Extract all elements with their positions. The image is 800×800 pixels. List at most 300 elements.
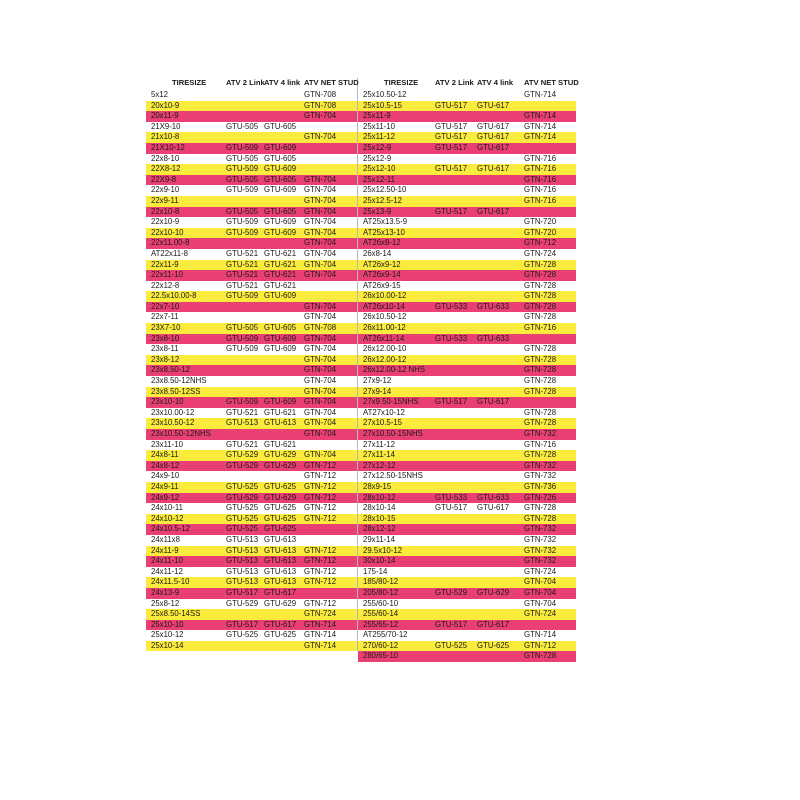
tire-size-cell: 26x12.00-12 NHS xyxy=(363,365,425,375)
table-row xyxy=(358,641,576,652)
tire-size-cell: 22x11-9 xyxy=(151,259,179,269)
table-row xyxy=(358,101,576,112)
header-tiresize: TIRESIZE xyxy=(384,78,419,87)
tire-size-cell: 25x10-12 xyxy=(151,630,184,640)
tire-size-cell: 23x8.50-12SS xyxy=(151,386,201,396)
table-row xyxy=(358,249,576,260)
atv4link-cell: GTU-621 xyxy=(264,270,297,280)
table-row xyxy=(146,143,357,154)
net-stud-cell: GTN-728 xyxy=(524,344,557,354)
net-stud-cell: GTN-704 xyxy=(304,195,337,205)
atv2link-cell: GTU-521 xyxy=(226,270,259,280)
tire-size-cell: 270/60-12 xyxy=(363,640,399,650)
net-stud-cell: GTN-714 xyxy=(524,111,557,121)
tire-size-cell: 23x10.50-12NHS xyxy=(151,429,211,438)
table-row xyxy=(358,493,576,504)
atv4link-cell: GTU-625 xyxy=(264,513,297,523)
net-stud-cell: GTN-714 xyxy=(524,630,557,640)
tire-size-cell: 26x12.00-10 xyxy=(363,344,407,354)
net-stud-cell: GTN-704 xyxy=(304,227,337,237)
table-row xyxy=(358,196,576,207)
atv2link-cell: GTU-521 xyxy=(226,259,259,269)
net-stud-cell: GTN-732 xyxy=(524,460,557,470)
tire-size-cell: 24x11-10 xyxy=(151,556,183,566)
table-row xyxy=(146,355,357,366)
tire-size-cell: 22X9-8 xyxy=(151,174,177,184)
net-stud-cell: GTN-704 xyxy=(304,450,337,460)
net-stud-cell: GTN-712 xyxy=(304,598,337,608)
atv4link-cell: GTU-605 xyxy=(264,323,297,333)
table-row xyxy=(146,217,357,228)
atv4link-cell: GTU-617 xyxy=(477,100,510,110)
tire-size-cell: AT26x11-14 xyxy=(363,333,405,343)
table-row xyxy=(146,397,357,408)
right-header-row xyxy=(358,78,579,90)
tire-size-cell: 5x12 xyxy=(151,90,168,99)
atv2link-cell: GTU-513 xyxy=(226,577,259,587)
atv4link-cell: GTU-633 xyxy=(477,333,510,343)
tire-size-cell: AT27x10-12 xyxy=(363,407,405,417)
tire-size-cell: 21x10-8 xyxy=(151,132,180,142)
table-row xyxy=(146,535,357,546)
table-row xyxy=(358,122,576,133)
table-row xyxy=(146,641,357,652)
atv2link-cell: GTU-509 xyxy=(226,344,259,354)
tire-size-cell: 24x11x8 xyxy=(151,534,180,544)
table-row xyxy=(146,493,357,504)
net-stud-cell: GTN-712 xyxy=(304,545,337,555)
table-row xyxy=(358,164,576,175)
net-stud-cell: GTN-712 xyxy=(304,481,337,491)
tire-size-cell: 185/80-12 xyxy=(363,577,399,587)
atv2link-cell: GTU-517 xyxy=(435,206,468,216)
tire-size-cell: 28x10-15 xyxy=(363,513,396,523)
net-stud-cell: GTN-704 xyxy=(304,111,337,121)
atv4link-cell: GTU-625 xyxy=(264,503,297,513)
atv2link-cell: GTU-525 xyxy=(226,630,259,640)
tire-size-cell: 25x12-9 xyxy=(363,142,392,152)
table-row xyxy=(358,334,576,345)
atv4link-cell: GTU-609 xyxy=(264,227,297,237)
tire-size-cell: 23x10.50-12 xyxy=(151,418,195,428)
table-row xyxy=(146,185,357,196)
net-stud-cell: GTN-728 xyxy=(524,259,557,269)
tire-size-cell: AT22x11-8 xyxy=(151,248,188,258)
table-row xyxy=(358,546,576,557)
table-row xyxy=(146,101,357,112)
atv4link-cell: GTU-621 xyxy=(264,280,297,290)
net-stud-cell: GTN-704 xyxy=(304,407,337,417)
atv2link-cell: GTU-513 xyxy=(226,545,259,555)
atv2link-cell: GTU-509 xyxy=(226,164,259,174)
tire-size-cell: 30x10-14 xyxy=(363,556,396,566)
tire-size-cell: 22x8-10 xyxy=(151,153,180,163)
atv2link-cell: GTU-505 xyxy=(226,206,259,216)
atv2link-cell: GTU-517 xyxy=(435,397,468,407)
net-stud-cell: GTN-704 xyxy=(304,344,337,354)
atv4link-cell: GTU-609 xyxy=(264,397,297,407)
tire-size-cell: 24x11-12 xyxy=(151,566,183,576)
table-row xyxy=(358,270,576,281)
atv2link-cell: GTU-513 xyxy=(226,418,259,428)
net-stud-cell: GTN-728 xyxy=(524,386,557,396)
tire-size-cell: AT25x13-10 xyxy=(363,227,405,237)
atv2link-cell: GTU-517 xyxy=(435,503,468,513)
atv2link-cell: GTU-509 xyxy=(226,217,259,227)
net-stud-cell: GTN-712 xyxy=(524,238,557,248)
net-stud-cell: GTN-704 xyxy=(524,587,557,597)
tire-size-cell: 26x11.00-12 xyxy=(363,323,406,333)
atv2link-cell: GTU-505 xyxy=(226,153,259,163)
tire-size-cell: 175-14 xyxy=(363,566,388,576)
table-row xyxy=(146,90,357,101)
atv2link-cell: GTU-517 xyxy=(226,587,259,597)
atv4link-cell: GTU-633 xyxy=(477,301,510,311)
atv2link-cell: GTU-513 xyxy=(226,556,259,566)
atv2link-cell: GTU-509 xyxy=(226,227,259,237)
table-row xyxy=(146,609,357,620)
table-row xyxy=(146,482,357,493)
table-row xyxy=(358,365,576,376)
tire-size-cell: 255/60-14 xyxy=(363,609,399,619)
tire-size-cell: 25x11-10 xyxy=(363,121,395,131)
net-stud-cell: GTN-728 xyxy=(524,418,557,428)
net-stud-cell: GTN-704 xyxy=(304,259,337,269)
table-row xyxy=(146,418,357,429)
tire-size-cell: 24x8-11 xyxy=(151,450,179,460)
atv4link-cell: GTU-605 xyxy=(264,153,297,163)
net-stud-cell: GTN-716 xyxy=(524,185,557,195)
table-row xyxy=(146,175,357,186)
table-row xyxy=(358,450,576,461)
table-row xyxy=(358,567,576,578)
table-row xyxy=(358,397,576,408)
table-row xyxy=(358,630,576,641)
tire-size-cell: 24x9-12 xyxy=(151,492,180,502)
atv4link-cell: GTU-617 xyxy=(477,397,510,407)
table-row xyxy=(146,556,357,567)
net-stud-cell: GTN-716 xyxy=(524,164,557,174)
table-row xyxy=(146,122,357,133)
net-stud-cell: GTN-726 xyxy=(524,492,557,502)
table-row xyxy=(358,609,576,620)
tire-size-cell: AT26x10-14 xyxy=(363,301,405,311)
tire-size-cell: AT26x9-15 xyxy=(363,280,401,290)
atv2link-cell: GTU-529 xyxy=(435,587,468,597)
tire-size-cell: 26x12.00-12 xyxy=(363,354,407,364)
atv2link-cell: GTU-513 xyxy=(226,534,259,544)
net-stud-cell: GTN-704 xyxy=(304,397,337,407)
atv2link-cell: GTU-521 xyxy=(226,280,259,290)
tire-size-cell: 24x13-9 xyxy=(151,587,180,597)
tire-size-cell: 22x7-10 xyxy=(151,301,180,311)
atv2link-cell: GTU-509 xyxy=(226,185,259,195)
net-stud-cell: GTN-714 xyxy=(304,619,337,629)
atv2link-cell: GTU-509 xyxy=(226,333,259,343)
net-stud-cell: GTN-728 xyxy=(524,301,557,311)
table-row xyxy=(358,418,576,429)
tire-size-cell: 24x11-9 xyxy=(151,545,179,555)
header-atv-net-stud: ATV NET STUD xyxy=(524,78,579,87)
atv4link-cell: GTU-609 xyxy=(264,217,297,227)
table-row xyxy=(146,408,357,419)
tire-size-cell: 27x9-14 xyxy=(363,386,392,396)
header-atv2link: ATV 2 Link xyxy=(226,78,265,87)
atv2link-cell: GTU-517 xyxy=(435,164,468,174)
table-row xyxy=(146,450,357,461)
tire-size-cell: 23x8.50-12 xyxy=(151,365,191,375)
net-stud-cell: GTN-704 xyxy=(524,577,557,587)
tire-size-cell: 27x12.50-15NHS xyxy=(363,471,423,481)
net-stud-cell: GTN-704 xyxy=(304,217,337,227)
tire-size-cell: 24x9-11 xyxy=(151,481,179,491)
net-stud-cell: GTN-712 xyxy=(304,460,337,470)
net-stud-cell: GTN-732 xyxy=(524,524,557,534)
table-row xyxy=(358,482,576,493)
net-stud-cell: GTN-716 xyxy=(524,439,557,449)
left-table xyxy=(146,78,358,651)
net-stud-cell: GTN-728 xyxy=(524,280,557,290)
tire-size-cell: 22x11-10 xyxy=(151,270,183,280)
table-row xyxy=(146,207,357,218)
atv4link-cell: GTU-617 xyxy=(264,619,297,629)
net-stud-cell: GTN-704 xyxy=(304,270,337,280)
tire-size-cell: 23x8.50-12NHS xyxy=(151,376,207,386)
tire-size-cell: 27x11-14 xyxy=(363,450,395,460)
net-stud-cell: GTN-724 xyxy=(524,248,557,258)
tire-size-cell: 255/60-10 xyxy=(363,598,399,608)
table-row xyxy=(358,408,576,419)
net-stud-cell: GTN-728 xyxy=(524,354,557,364)
net-stud-cell: GTN-724 xyxy=(524,609,557,619)
table-row xyxy=(358,471,576,482)
table-row xyxy=(146,546,357,557)
net-stud-cell: GTN-712 xyxy=(304,566,337,576)
atv4link-cell: GTU-621 xyxy=(264,248,297,258)
tire-size-cell: 25x10-14 xyxy=(151,640,184,650)
atv4link-cell: GTU-609 xyxy=(264,333,297,343)
table-row xyxy=(146,387,357,398)
atv4link-cell: GTU-609 xyxy=(264,291,297,301)
net-stud-cell: GTN-704 xyxy=(304,238,337,248)
table-row xyxy=(358,132,576,143)
net-stud-cell: GTN-712 xyxy=(304,513,337,523)
tire-size-cell: 27x9-12 xyxy=(363,376,392,386)
tire-size-cell: 20x11-9 xyxy=(151,111,179,121)
table-row xyxy=(358,175,576,186)
table-row xyxy=(358,260,576,271)
table-row xyxy=(358,323,576,334)
table-row xyxy=(146,620,357,631)
atv4link-cell: GTU-625 xyxy=(264,524,297,534)
atv4link-cell: GTU-629 xyxy=(264,492,297,502)
atv4link-cell: GTU-605 xyxy=(264,121,297,131)
net-stud-cell: GTN-728 xyxy=(524,407,557,417)
atv4link-cell: GTU-629 xyxy=(264,460,297,470)
atv4link-cell: GTU-617 xyxy=(477,619,510,629)
tire-size-cell: 22x12-8 xyxy=(151,280,180,290)
table-row xyxy=(146,164,357,175)
atv2link-cell: GTU-521 xyxy=(226,439,259,449)
table-row xyxy=(146,514,357,525)
tire-size-cell: 29x11-14 xyxy=(363,534,395,544)
tire-size-cell: 22x10-8 xyxy=(151,206,180,216)
table-row xyxy=(358,440,576,451)
atv2link-cell: GTU-509 xyxy=(226,397,259,407)
atv2link-cell: GTU-525 xyxy=(226,513,259,523)
tire-size-cell: 25x11-9 xyxy=(363,111,391,121)
net-stud-cell: GTN-704 xyxy=(524,598,557,608)
atv4link-cell: GTU-629 xyxy=(477,587,510,597)
tire-size-cell: 25x13-9 xyxy=(363,206,392,216)
net-stud-cell: GTN-720 xyxy=(524,227,557,237)
tire-size-cell: 24x11.5-10 xyxy=(151,577,190,587)
net-stud-cell: GTN-704 xyxy=(304,312,337,322)
table-row xyxy=(146,440,357,451)
table-row xyxy=(358,514,576,525)
net-stud-cell: GTN-736 xyxy=(524,481,557,491)
atv4link-cell: GTU-625 xyxy=(477,640,510,650)
table-row xyxy=(146,228,357,239)
atv2link-cell: GTU-525 xyxy=(226,481,259,491)
net-stud-cell: GTN-728 xyxy=(524,365,557,375)
table-row xyxy=(358,387,576,398)
atv2link-cell: GTU-529 xyxy=(226,450,259,460)
table-row xyxy=(358,143,576,154)
net-stud-cell: GTN-714 xyxy=(304,630,337,640)
tire-size-cell: 22x7-11 xyxy=(151,312,179,322)
tire-size-cell: AT25x13.5-9 xyxy=(363,217,408,227)
table-row xyxy=(146,567,357,578)
atv2link-cell: GTU-525 xyxy=(435,640,468,650)
table-row xyxy=(146,599,357,610)
atv2link-cell: GTU-513 xyxy=(226,566,259,576)
tire-size-cell: 28x9-15 xyxy=(363,481,392,491)
tire-size-cell: 25x12-11 xyxy=(363,174,395,184)
tire-size-cell: 25x12-10 xyxy=(363,164,396,174)
tire-size-cell: 28x12-12 xyxy=(363,524,396,534)
atv2link-cell: GTU-525 xyxy=(226,503,259,513)
tire-size-cell: 25x10.5-15 xyxy=(363,100,403,110)
atv2link-cell: GTU-525 xyxy=(226,524,259,534)
table-row xyxy=(146,344,357,355)
table-row xyxy=(146,577,357,588)
atv4link-cell: GTU-629 xyxy=(264,598,297,608)
net-stud-cell: GTN-704 xyxy=(304,376,337,386)
table-row xyxy=(146,376,357,387)
table-row xyxy=(146,588,357,599)
table-row xyxy=(358,238,576,249)
table-row xyxy=(146,461,357,472)
table-row xyxy=(358,651,576,662)
net-stud-cell: GTN-716 xyxy=(524,323,557,333)
net-stud-cell: GTN-728 xyxy=(524,651,557,661)
table-row xyxy=(146,132,357,143)
right-table xyxy=(358,78,579,662)
table-row xyxy=(358,577,576,588)
atv4link-cell: GTU-621 xyxy=(264,259,297,269)
tire-size-cell: 25x12-9 xyxy=(363,153,392,163)
net-stud-cell: GTN-704 xyxy=(304,429,337,438)
atv4link-cell: GTU-609 xyxy=(264,142,297,152)
table-row xyxy=(146,323,357,334)
atv2link-cell: GTU-517 xyxy=(435,142,468,152)
header-atv4link: ATV 4 link xyxy=(264,78,301,87)
tire-size-cell: 23X7-10 xyxy=(151,323,181,333)
atv4link-cell: GTU-625 xyxy=(264,630,297,640)
net-stud-cell: GTN-716 xyxy=(524,195,557,205)
net-stud-cell: GTN-708 xyxy=(304,90,337,99)
header-atv-net-stud: ATV NET STUD xyxy=(304,78,359,87)
tire-size-cell: 22x9-11 xyxy=(151,195,179,205)
net-stud-cell: GTN-704 xyxy=(304,333,337,343)
atv2link-cell: GTU-529 xyxy=(226,492,259,502)
atv2link-cell: GTU-517 xyxy=(435,619,468,629)
tire-size-cell: 22.5x10.00-8 xyxy=(151,291,197,301)
net-stud-cell: GTN-724 xyxy=(304,609,337,619)
table-row xyxy=(358,302,576,313)
net-stud-cell: GTN-712 xyxy=(304,577,337,587)
table-row xyxy=(358,90,576,101)
atv4link-cell: GTU-633 xyxy=(477,492,510,502)
table-row xyxy=(358,355,576,366)
table-row xyxy=(358,599,576,610)
tire-size-cell: 24x10-11 xyxy=(151,503,183,513)
atv4link-cell: GTU-605 xyxy=(264,174,297,184)
net-stud-cell: GTN-704 xyxy=(304,418,337,428)
tire-size-cell: 20x10-9 xyxy=(151,100,180,110)
net-stud-cell: GTN-704 xyxy=(304,386,337,396)
tire-size-cell: AT26x9-14 xyxy=(363,270,401,280)
table-row xyxy=(146,238,357,249)
atv2link-cell: GTU-517 xyxy=(435,100,468,110)
table-row xyxy=(358,588,576,599)
net-stud-cell: GTN-704 xyxy=(304,354,337,364)
table-row xyxy=(146,365,357,376)
tire-size-cell: 25x8-12 xyxy=(151,598,180,608)
tire-size-cell: 25x12.5-12 xyxy=(363,195,403,205)
tire-size-cell: 24x10.5-12 xyxy=(151,524,191,534)
atv4link-cell: GTU-617 xyxy=(477,132,510,142)
table-row xyxy=(146,503,357,514)
net-stud-cell: GTN-728 xyxy=(524,291,557,301)
atv2link-cell: GTU-533 xyxy=(435,301,468,311)
net-stud-cell: GTN-732 xyxy=(524,429,557,438)
table-row xyxy=(358,111,576,122)
table-row xyxy=(358,344,576,355)
net-stud-cell: GTN-720 xyxy=(524,217,557,227)
atv4link-cell: GTU-617 xyxy=(477,164,510,174)
table-row xyxy=(358,217,576,228)
net-stud-cell: GTN-714 xyxy=(524,121,557,131)
table-row xyxy=(146,524,357,535)
table-row xyxy=(146,630,357,641)
tire-size-cell: 26x10.50-12 xyxy=(363,312,407,322)
atv2link-cell: GTU-505 xyxy=(226,121,259,131)
tire-size-cell: 22x11.00-8 xyxy=(151,238,190,248)
table-row xyxy=(358,556,576,567)
tire-size-cell: 26x10.00-12 xyxy=(363,291,407,301)
tire-size-cell: 25x12.50-10 xyxy=(363,185,407,195)
tire-size-cell: 24x10-12 xyxy=(151,513,184,523)
table-row xyxy=(146,312,357,323)
tire-size-cell: AT255/70-12 xyxy=(363,630,408,640)
atv2link-cell: GTU-509 xyxy=(226,142,259,152)
atv4link-cell: GTU-617 xyxy=(477,503,510,513)
net-stud-cell: GTN-732 xyxy=(524,545,557,555)
table-row xyxy=(146,334,357,345)
tire-size-cell: 24x9-10 xyxy=(151,471,180,481)
